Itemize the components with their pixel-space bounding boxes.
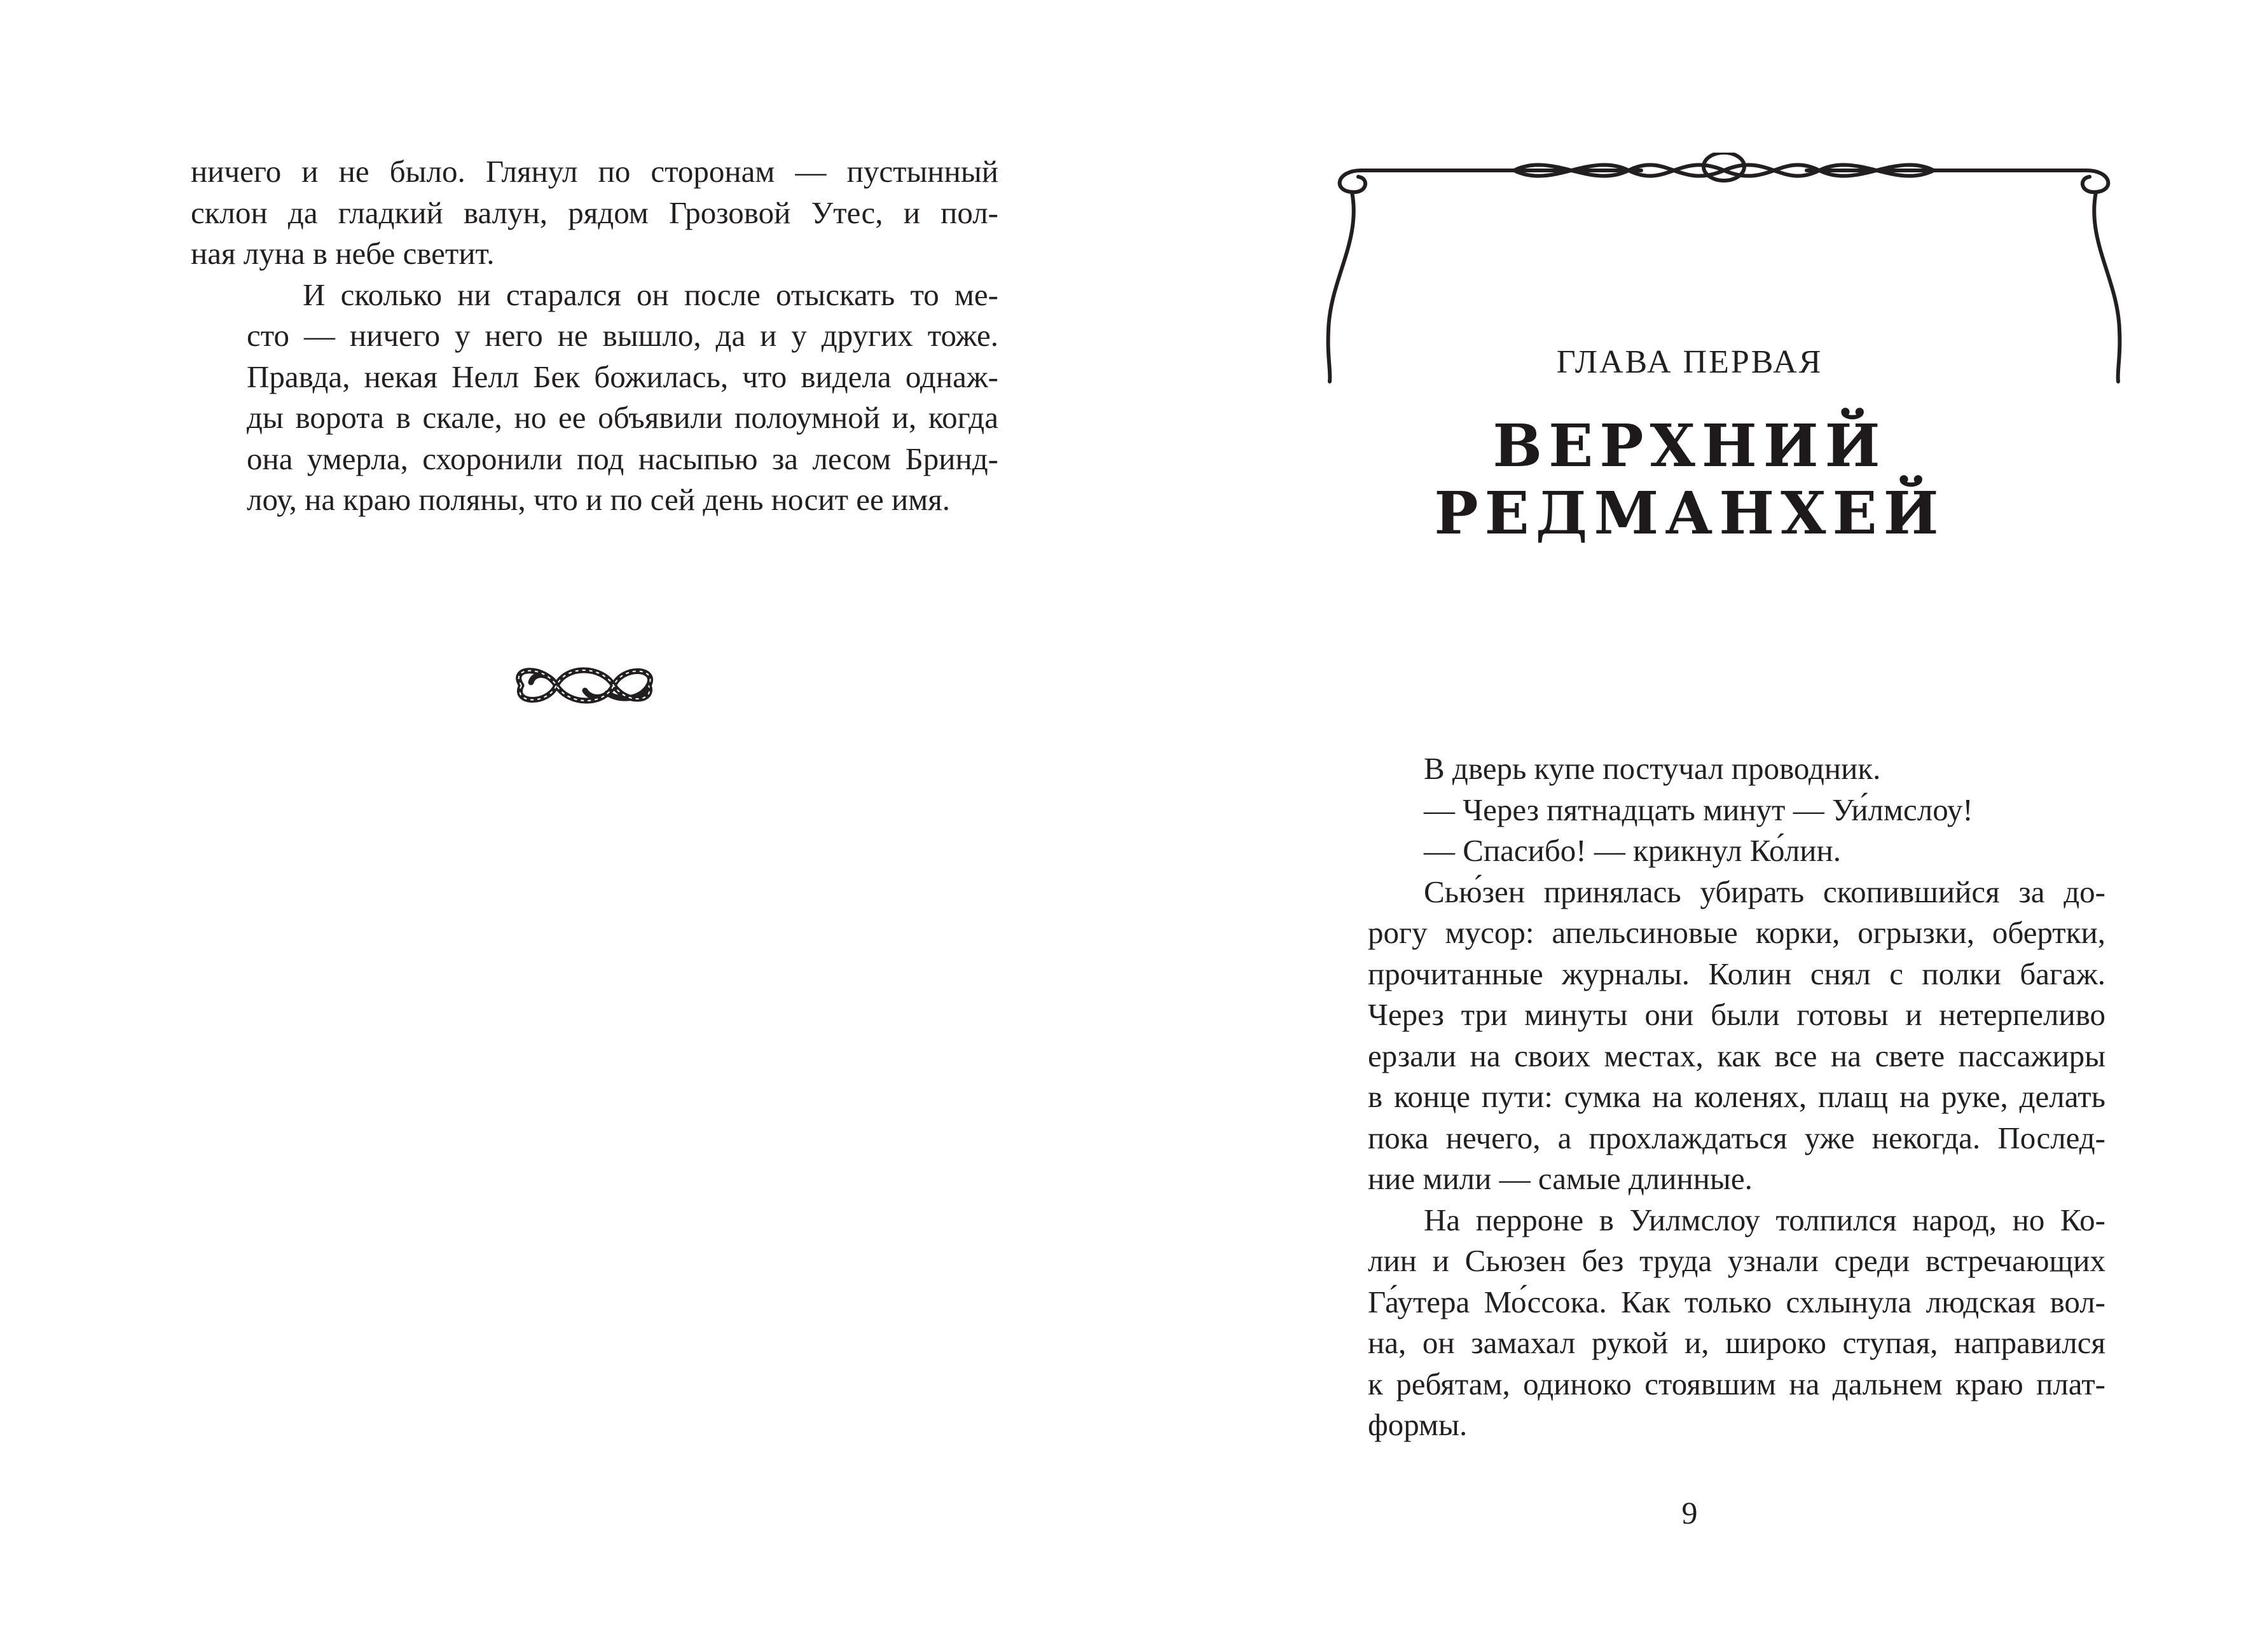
text-line: На перроне в Уилмслоу толпился народ, но Ко- <box>1424 1202 2105 1237</box>
text-line: ние мили — самые длинные. <box>1368 1161 1753 1196</box>
text-line: лоу, на краю поляны, что и по сей день носит ее имя. <box>247 482 951 517</box>
paragraph <box>191 151 998 275</box>
text-line: склон да гладкий валун, рядом Грозовой Утес, и пол- <box>191 195 998 230</box>
text-line: она умерла, схоронили под насыпью за лесом Бринд- <box>247 441 998 476</box>
text-line: Через три минуты они были готовы и нетерпеливо <box>1368 997 2105 1032</box>
right-page-text <box>1312 748 2105 1446</box>
paragraph <box>1312 1200 2105 1446</box>
paragraph <box>1312 748 2105 790</box>
text-line: рогу мусор: апельсиновые корки, огрызки, обертки, <box>1368 915 2105 950</box>
paragraph <box>1312 790 2105 831</box>
text-line: В дверь купе постучал проводник. <box>1424 751 1881 786</box>
chapter-title-line-1: ВЕРХНИЙ <box>1492 411 1887 480</box>
left-page-text <box>191 151 998 521</box>
text-line: сто — ничего у него не вышло, да и у других тоже. <box>247 318 998 353</box>
text-line: в конце пути: сумка на коленях, плащ на руке, делать <box>1368 1079 2105 1114</box>
text-line: к ребятам, одиноко стоявшим на дальнем краю плат- <box>1368 1366 2105 1401</box>
text-line: ная луна в небе светит. <box>191 236 495 271</box>
text-line: ничего и не было. Глянул по сторонам — пустынный <box>191 154 998 189</box>
text-line: — Спасибо! — крикнул Ко́лин. <box>1424 833 1841 868</box>
text-line: ды ворота в скале, но ее объявили полоумной и, когда <box>247 400 998 435</box>
text-line: Га́утера Мо́ссока. Как только схлынула людская вол- <box>1368 1284 2105 1319</box>
chapter-title-line-2: РЕДМАНХЕЙ <box>1434 479 1945 547</box>
text-line: Сью́зен принялась убирать скопившийся за до- <box>1424 874 2105 909</box>
text-line: прочитанные журналы. Колин снял с полки багаж. <box>1368 956 2105 991</box>
text-line: лин и Сьюзен без труда узнали среди встречающих <box>1368 1243 2105 1278</box>
text-line: Правда, некая Нелл Бек божилась, что видела однаж- <box>247 359 998 394</box>
text-line: пока нечего, а прохлаждаться уже некогда. Послед- <box>1368 1120 2105 1155</box>
celtic-knot-icon <box>496 660 668 711</box>
text-line: на, он замахал рукой и, широко ступая, направился <box>1368 1325 2105 1360</box>
page-number: 9 <box>1681 1495 1698 1531</box>
paragraph <box>1312 872 2105 1200</box>
right-page <box>1126 0 2253 1652</box>
text-line: И сколько ни старался он после отыскать то ме- <box>303 277 998 312</box>
paragraph <box>191 275 998 521</box>
text-line: — Через пятнадцать минут — Уи́лмслоу! <box>1424 792 1973 827</box>
text-line: формы. <box>1368 1407 1468 1442</box>
chapter-title <box>1126 412 2253 547</box>
left-page <box>0 0 1126 1652</box>
chapter-label: ГЛАВА ПЕРВАЯ <box>1556 344 1823 380</box>
text-line: ерзали на своих местах, как все на свете пассажиры <box>1368 1038 2105 1073</box>
paragraph <box>1312 830 2105 872</box>
